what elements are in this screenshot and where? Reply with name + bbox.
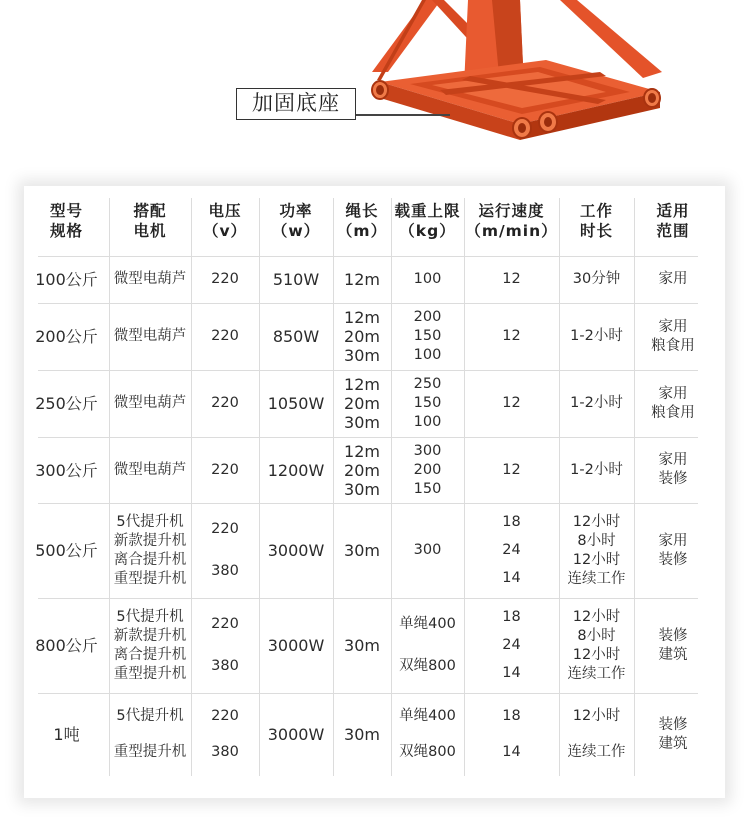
cell-line: 电压 [208, 202, 242, 220]
column-divider [109, 198, 110, 776]
cell-duration [559, 503, 634, 598]
cell-load-limit [391, 598, 464, 693]
cell-line: 单绳400 [399, 616, 456, 633]
cell-line: 双绳800 [399, 743, 456, 760]
cell-model [24, 437, 109, 503]
cell-motor [109, 693, 191, 776]
cell-load-limit [391, 503, 464, 598]
cell-load-limit [391, 370, 464, 437]
cell-line: 150 [413, 328, 442, 344]
cell-text: 1050W [267, 394, 325, 413]
cell-speed [464, 503, 559, 598]
cell-line: 24 [502, 636, 521, 653]
cell-line: 12小时 [572, 608, 621, 625]
cell-voltage [191, 598, 259, 693]
column-divider [391, 198, 392, 776]
cell-line: 家用 [658, 318, 688, 335]
cell-line: 粮食用 [651, 404, 695, 421]
cell-motor [109, 370, 191, 437]
cell-line: 12小时 [572, 551, 621, 568]
cell-line: 100 [413, 271, 442, 287]
cell-line: 8小时 [577, 532, 616, 549]
cell-speed [464, 437, 559, 503]
cell-model [24, 256, 109, 303]
cell-text: 500公斤 [35, 541, 98, 560]
cell-line: 12m [344, 308, 380, 327]
cell-line: 1-2小时 [570, 395, 623, 411]
cell-line: 12小时 [572, 708, 621, 725]
cell-line: 30m [344, 479, 380, 499]
cell-line: 新款提升机 [113, 627, 187, 644]
cell-usage [634, 693, 712, 776]
header-usage [634, 186, 712, 256]
cell-line: 220 [211, 708, 239, 725]
cell-power [259, 370, 333, 437]
cell-line: 家用 [658, 271, 688, 287]
cell-duration [559, 598, 634, 693]
cell-usage [634, 437, 712, 503]
row-divider [38, 303, 698, 304]
cell-line: 220 [211, 616, 239, 633]
cell-speed [464, 303, 559, 370]
cell-line: 微型电葫芦 [113, 395, 187, 411]
cell-model [24, 598, 109, 693]
cell-usage [634, 370, 712, 437]
cell-voltage [191, 370, 259, 437]
cell-text: 1200W [267, 460, 325, 480]
cell-line: 装修 [658, 627, 688, 644]
cell-line: 12 [502, 461, 521, 478]
cell-line: 220 [211, 521, 239, 538]
cell-speed [464, 693, 559, 776]
cell-line: 建筑 [658, 735, 688, 752]
cell-line: 工作 [579, 202, 613, 220]
cell-line: 380 [211, 562, 239, 579]
column-divider [559, 198, 560, 776]
cell-duration [559, 303, 634, 370]
cell-text: 850W [272, 327, 320, 346]
cell-line: 380 [211, 657, 239, 674]
cell-line: 型号 [49, 202, 83, 220]
cell-line: 装修 [658, 551, 688, 568]
label-leader-line [356, 114, 450, 116]
cell-line: 220 [211, 271, 239, 287]
column-divider [259, 198, 260, 776]
header-power [259, 186, 333, 256]
cell-line: 重型提升机 [113, 665, 187, 682]
cell-line: 重型提升机 [113, 570, 187, 587]
cell-text: 200公斤 [35, 327, 98, 346]
row-divider [38, 503, 698, 504]
cell-speed [464, 598, 559, 693]
cell-load-limit [391, 437, 464, 503]
cell-model [24, 693, 109, 776]
cell-line: 150 [413, 480, 442, 497]
cell-line: （kg） [399, 222, 456, 240]
cell-rope-length [333, 256, 391, 303]
cell-line: （w） [271, 222, 321, 240]
cell-line: 5代提升机 [116, 513, 184, 530]
cell-power [259, 437, 333, 503]
cell-line: 装修 [658, 471, 688, 487]
cell-line: 300 [413, 442, 442, 459]
cell-rope-length [333, 598, 391, 693]
cell-voltage [191, 303, 259, 370]
cell-line: 5代提升机 [116, 708, 184, 725]
cell-line: 100 [413, 414, 442, 430]
cell-line: 30分钟 [572, 271, 621, 287]
cell-line: 250 [413, 376, 442, 392]
cell-line: 14 [502, 743, 521, 760]
cell-speed [464, 256, 559, 303]
cell-text: 3000W [267, 636, 325, 655]
cell-line: 1-2小时 [570, 328, 623, 344]
header-duration [559, 186, 634, 256]
cell-power [259, 303, 333, 370]
cell-line: 150 [413, 395, 442, 411]
cell-rope-length [333, 503, 391, 598]
cell-line: 220 [211, 395, 239, 411]
cell-line: 家用 [658, 385, 688, 402]
cell-line: 12 [502, 271, 521, 287]
cell-line: 200 [413, 309, 442, 325]
header-motor [109, 186, 191, 256]
cell-line: 20m [344, 394, 380, 413]
cell-line: 380 [211, 743, 239, 760]
cell-line: 搭配 [133, 202, 167, 220]
cell-power [259, 503, 333, 598]
cell-speed [464, 370, 559, 437]
cell-line: 12 [502, 328, 521, 344]
cell-line: 微型电葫芦 [113, 328, 187, 344]
cell-text: 300公斤 [35, 460, 98, 480]
cell-text: 800公斤 [35, 636, 98, 655]
column-divider [191, 198, 192, 776]
cell-line: 18 [502, 708, 521, 725]
row-divider [38, 693, 698, 694]
cell-line: 20m [344, 327, 380, 346]
cell-line: 200 [413, 461, 442, 478]
cell-usage [634, 598, 712, 693]
column-divider [464, 198, 465, 776]
cell-line: 12 [502, 395, 521, 411]
cell-motor [109, 303, 191, 370]
cell-motor [109, 503, 191, 598]
cell-line: （m/min） [465, 222, 558, 240]
cell-line: 30m [344, 725, 380, 744]
cell-power [259, 693, 333, 776]
cell-line: 30m [344, 413, 380, 432]
cell-line: 30m [344, 346, 380, 365]
header-voltage [191, 186, 259, 256]
cell-line: 12m [344, 270, 380, 289]
cell-line: 连续工作 [567, 743, 626, 760]
cell-motor [109, 598, 191, 693]
cell-voltage [191, 437, 259, 503]
cell-motor [109, 256, 191, 303]
cell-line: 离合提升机 [113, 646, 187, 663]
cell-line: 重型提升机 [113, 743, 187, 760]
cell-line: 30m [344, 636, 380, 655]
cell-motor [109, 437, 191, 503]
cell-line: 100 [413, 347, 442, 363]
cell-text: 250公斤 [35, 394, 98, 413]
base-label: 加固底座 [236, 88, 356, 120]
cell-model [24, 303, 109, 370]
cell-line: （m） [336, 222, 388, 240]
cell-line: 范围 [656, 222, 690, 240]
cell-rope-length [333, 370, 391, 437]
cell-power [259, 256, 333, 303]
cell-line: 适用 [656, 202, 690, 220]
cell-line: 14 [502, 664, 521, 681]
column-divider [634, 198, 635, 776]
header-speed [464, 186, 559, 256]
cell-rope-length [333, 437, 391, 503]
cell-line: 12m [344, 375, 380, 394]
cell-text: 1吨 [53, 725, 80, 744]
cell-load-limit [391, 693, 464, 776]
cell-line: 运行速度 [478, 202, 545, 220]
cell-line: 18 [502, 514, 521, 531]
cell-duration [559, 437, 634, 503]
cell-line: 30m [344, 541, 380, 560]
cell-line: 家用 [658, 532, 688, 549]
cell-line: 时长 [579, 222, 613, 240]
cell-line: 14 [502, 569, 521, 586]
cell-power [259, 598, 333, 693]
cell-text: 100公斤 [35, 270, 98, 289]
cell-line: 连续工作 [567, 570, 626, 587]
cell-duration [559, 370, 634, 437]
cell-line: 新款提升机 [113, 532, 187, 549]
cell-usage [634, 303, 712, 370]
header-model [24, 186, 109, 256]
cell-usage [634, 256, 712, 303]
cell-line: 微型电葫芦 [113, 461, 187, 478]
column-divider [333, 198, 334, 776]
cell-line: 1-2小时 [570, 461, 623, 478]
cell-line: 粮食用 [651, 337, 695, 354]
cell-line: 微型电葫芦 [113, 271, 187, 287]
cell-duration [559, 256, 634, 303]
cell-line: 建筑 [658, 646, 688, 663]
cell-line: 装修 [658, 716, 688, 733]
cell-text: 3000W [267, 725, 325, 744]
cell-load-limit [391, 256, 464, 303]
cell-line: 220 [211, 328, 239, 344]
cell-text: 3000W [267, 541, 325, 560]
header-rope-length [333, 186, 391, 256]
cell-line: 300 [413, 542, 442, 558]
cell-line: 家用 [658, 452, 688, 468]
cell-model [24, 503, 109, 598]
cell-line: 12小时 [572, 513, 621, 530]
cell-line: 功率 [279, 202, 313, 220]
cell-line: 5代提升机 [116, 608, 184, 625]
cell-line: 连续工作 [567, 665, 626, 682]
row-divider [38, 598, 698, 599]
cell-line: 规格 [49, 222, 83, 240]
cell-line: 单绳400 [399, 708, 456, 725]
cell-text: 510W [272, 270, 320, 289]
cell-line: 双绳800 [399, 657, 456, 674]
cell-line: 载重上限 [394, 202, 461, 220]
cell-voltage [191, 503, 259, 598]
spec-table [24, 186, 725, 798]
cell-line: 24 [502, 541, 521, 558]
cell-line: 离合提升机 [113, 551, 187, 568]
cell-line: 220 [211, 461, 239, 478]
cell-line: 12m [344, 441, 380, 461]
cell-line: 8小时 [577, 627, 616, 644]
cell-rope-length [333, 693, 391, 776]
cell-model [24, 370, 109, 437]
cell-line: 电机 [133, 222, 167, 240]
cell-line: 18 [502, 609, 521, 626]
cell-line: 20m [344, 460, 380, 480]
cell-line: 12小时 [572, 646, 621, 663]
cell-line: （v） [202, 222, 248, 240]
crane-base-illustration [0, 0, 750, 150]
cell-voltage [191, 256, 259, 303]
cell-load-limit [391, 303, 464, 370]
cell-line: 绳长 [345, 202, 379, 220]
cell-duration [559, 693, 634, 776]
header-load-limit [391, 186, 464, 256]
row-divider [38, 370, 698, 371]
cell-usage [634, 503, 712, 598]
row-divider [38, 256, 698, 257]
cell-rope-length [333, 303, 391, 370]
row-divider [38, 437, 698, 438]
cell-voltage [191, 693, 259, 776]
